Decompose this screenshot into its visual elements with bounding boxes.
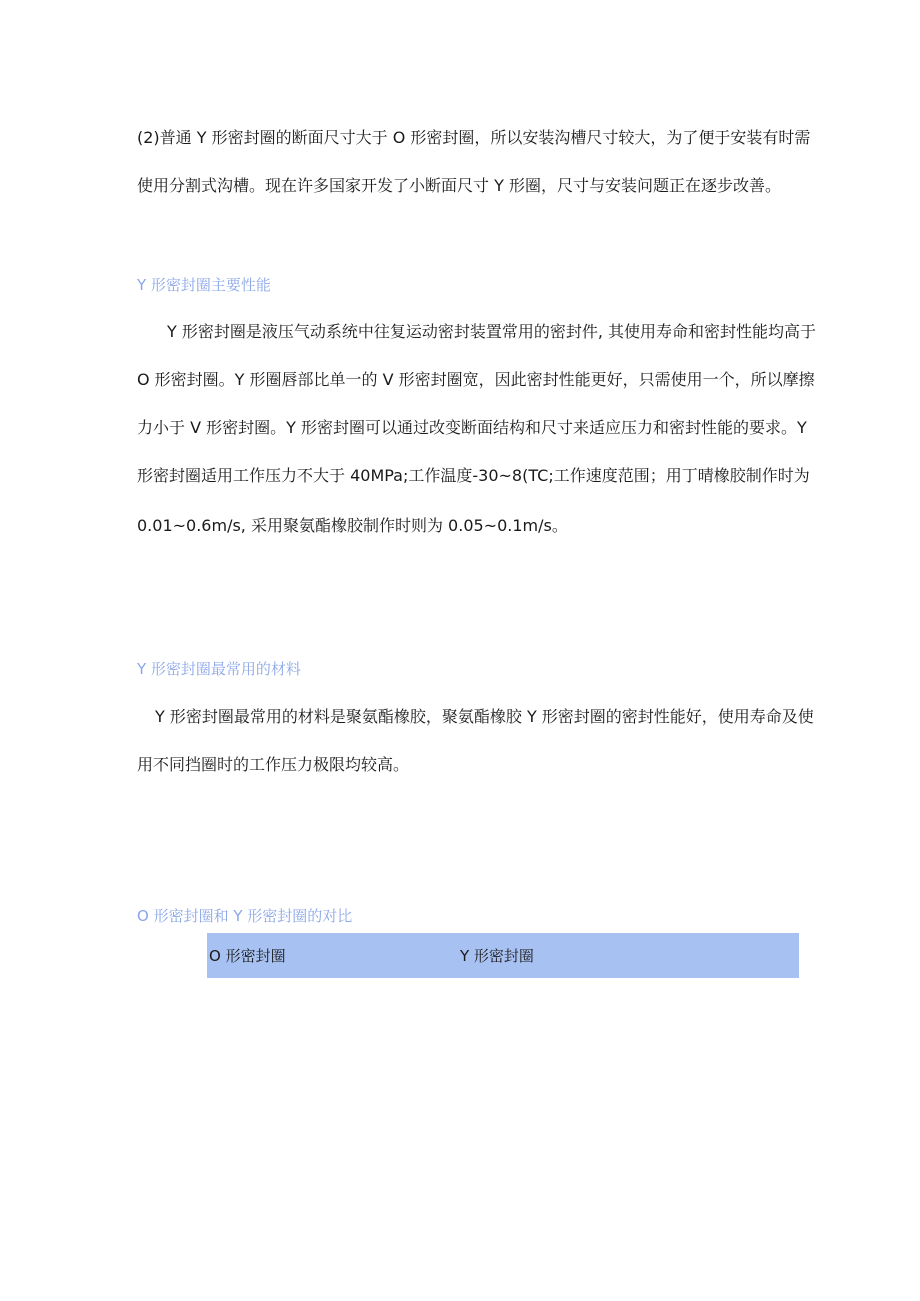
text-line: 形密封圈适用工作压力不大于 40MPa;工作温度-30~8(TC;工作速度范围；用丁晴橡胶制作时为 [137,466,810,485]
table-header-y-ring: Y 形密封圈 [460,947,534,965]
materials-heading: Y 形密封圈最常用的材料 [137,660,301,678]
text-line: Y 形密封圈最常用的材料是聚氨酯橡胶，聚氨酯橡胶 Y 形密封圈的密封性能好，使用寿命及使 [155,707,814,726]
text-line: 力小于 V 形密封圈。Y 形密封圈可以通过改变断面结构和尺寸来适应压力和密封性能的要求。Y [137,418,807,437]
performance-heading: Y 形密封圈主要性能 [137,276,271,294]
text-line: 0.01~0.6m/s, 采用聚氨酯橡胶制作时则为 0.05~0.1m/s。 [137,516,568,535]
text-line: Y 形密封圈是液压气动系统中往复运动密封装置常用的密封件, 其使用寿命和密封性能均高于 [167,322,817,341]
text-line: O 形密封圈。Y 形圈唇部比单一的 V 形密封圈宽，因此密封性能更好，只需使用一个，所以摩擦 [137,370,815,389]
comparison-table-header-row [207,933,799,978]
text-line: 使用分割式沟槽。现在许多国家开发了小断面尺寸 Y 形圈，尺寸与安装问题正在逐步改善。 [137,176,781,195]
table-header-o-ring: O 形密封圈 [209,947,286,965]
comparison-heading: O 形密封圈和 Y 形密封圈的对比 [137,907,353,925]
text-line: 用不同挡圈时的工作压力极限均较高。 [137,755,410,774]
text-line: (2)普通 Y 形密封圈的断面尺寸大于 O 形密封圈，所以安装沟槽尺寸较大，为了便于安装有时需 [137,128,811,147]
